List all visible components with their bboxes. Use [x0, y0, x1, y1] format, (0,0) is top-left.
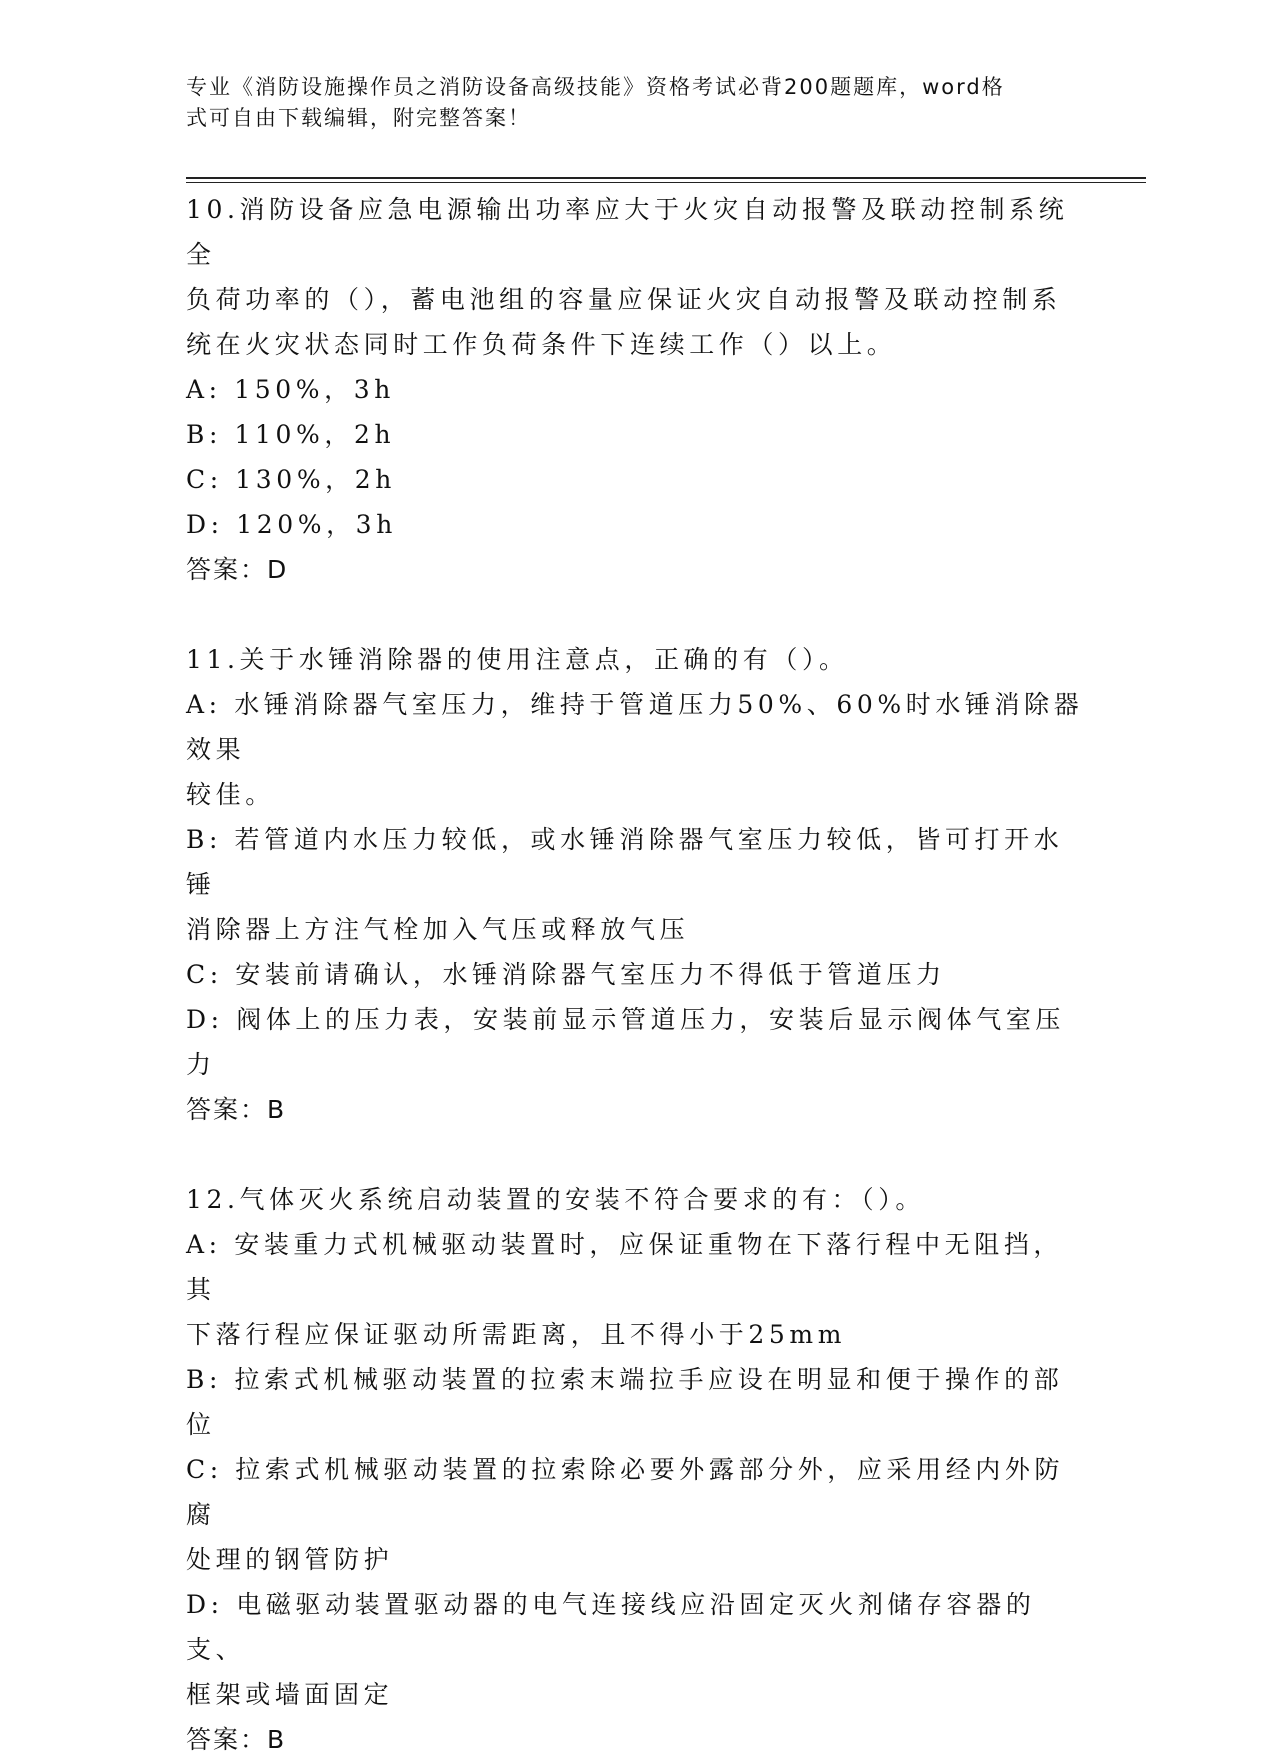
option-c: C: 130%，2h — [186, 465, 396, 494]
document-header — [186, 72, 1066, 134]
option-line: D: 电磁驱动装置驱动器的电气连接线应沿固定灭火剂储存容器的支、 — [186, 1590, 1036, 1664]
question-10 — [186, 187, 1086, 592]
question-12 — [186, 1177, 1086, 1762]
answer-label: 答案：D — [186, 555, 289, 584]
option-b: B: 拉索式机械驱动装置的拉索末端拉手应设在明显和便于操作的部位 — [186, 1365, 1064, 1439]
option-a: A: 150%，3h — [186, 375, 395, 404]
option-c: C: 安装前请确认，水锤消除器气室压力不得低于管道压力 — [186, 960, 946, 989]
option-b — [186, 817, 1086, 952]
option-line: 下落行程应保证驱动所需距离，且不得小于25mm — [186, 1320, 847, 1349]
option-line: A: 安装重力式机械驱动装置时，应保证重物在下落行程中无阻挡，其 — [186, 1230, 1064, 1304]
option-line: 消除器上方注气栓加入气压或释放气压 — [186, 915, 690, 944]
answer-label: 答案：B — [186, 1095, 287, 1124]
option-a — [186, 1222, 1086, 1357]
option-c — [186, 1447, 1086, 1582]
option-line: B: 若管道内水压力较低，或水锤消除器气室压力较低，皆可打开水锤 — [186, 825, 1064, 899]
option-a — [186, 682, 1086, 817]
question-spacer — [186, 1132, 1086, 1177]
option-line: A: 水锤消除器气室压力，维持于管道压力50%、60%时水锤消除器效果 — [186, 690, 1084, 764]
option-d: D: 阀体上的压力表，安装前显示管道压力，安装后显示阀体气室压力 — [186, 1005, 1066, 1079]
question-spacer — [186, 592, 1086, 637]
question-stem-line: 负荷功率的（），蓄电池组的容量应保证火灾自动报警及联动控制系 — [186, 285, 1062, 314]
question-stem-line: 12.气体灭火系统启动装置的安装不符合要求的有：（）。 — [186, 1185, 925, 1214]
header-divider — [186, 177, 1146, 183]
option-line: C: 拉索式机械驱动装置的拉索除必要外露部分外，应采用经内外防腐 — [186, 1455, 1065, 1529]
question-stem-line: 10.消防设备应急电源输出功率应大于火灾自动报警及联动控制系统全 — [186, 195, 1069, 269]
option-line: 处理的钢管防护 — [186, 1545, 394, 1574]
option-d: D: 120%，3h — [186, 510, 397, 539]
header-line-1: 专业《消防设施操作员之消防设备高级技能》资格考试必背200题题库，word格 — [186, 75, 1005, 99]
question-list — [186, 187, 1086, 1762]
answer-label: 答案：B — [186, 1725, 287, 1754]
option-line: 较佳。 — [186, 780, 275, 809]
question-stem-line: 统在火灾状态同时工作负荷条件下连续工作（）以上。 — [186, 330, 897, 359]
header-line-2: 式可自由下载编辑，附完整答案！ — [186, 106, 531, 130]
question-11 — [186, 637, 1086, 1132]
option-line: 框架或墙面固定 — [186, 1680, 394, 1709]
question-stem-line: 11.关于水锤消除器的使用注意点，正确的有（）。 — [186, 645, 849, 674]
option-b: B: 110%，2h — [186, 420, 396, 449]
